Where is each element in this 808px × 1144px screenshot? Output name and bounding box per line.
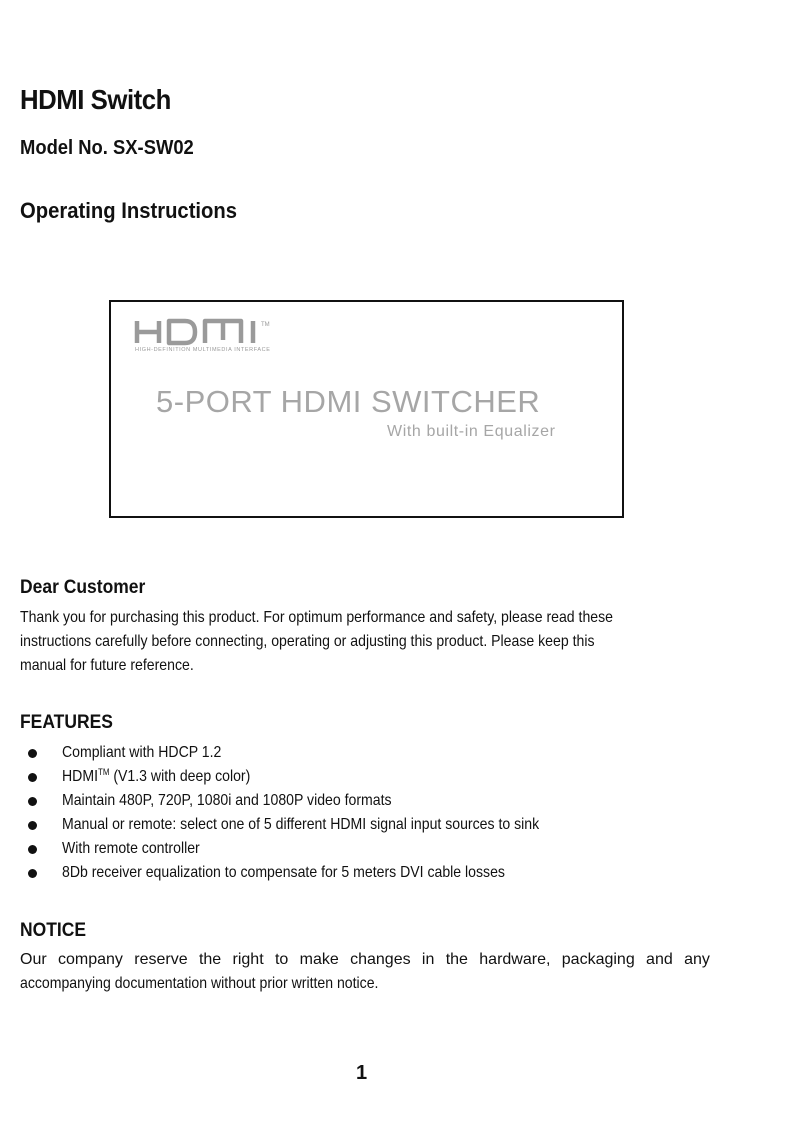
notice-word: packaging xyxy=(561,951,635,968)
notice-word: right xyxy=(232,951,264,968)
banner-subtitle: With built-in Equalizer xyxy=(387,423,556,440)
dear-customer-paragraph xyxy=(20,606,740,678)
paragraph-line: manual for future reference. xyxy=(20,657,194,674)
notice-line: accompanying documentation without prior written notice. xyxy=(20,975,379,992)
notice-word: Our xyxy=(20,951,47,968)
bullet-icon xyxy=(28,845,37,854)
page-number: 1 xyxy=(356,1062,368,1084)
dear-customer-heading: Dear Customer xyxy=(20,577,146,598)
features-heading: FEATURES xyxy=(20,712,113,733)
notice-heading: NOTICE xyxy=(20,920,87,941)
section-title: Operating Instructions xyxy=(20,198,238,223)
bullet-icon xyxy=(28,821,37,830)
paragraph-line: instructions carefully before connecting, operating or adjusting this product. Please keep this xyxy=(20,633,595,650)
notice-paragraph xyxy=(20,948,710,996)
feature-item: HDMI™ (V1.3 with deep color) xyxy=(28,765,604,789)
svg-text:TM: TM xyxy=(261,322,270,328)
feature-item: Maintain 480P, 720P, 1080i and 1080P video formats xyxy=(28,789,604,813)
document-title: HDMI Switch xyxy=(20,84,171,115)
bullet-icon xyxy=(28,749,37,758)
notice-word: any xyxy=(684,951,710,968)
product-banner xyxy=(109,300,624,518)
notice-line-justified xyxy=(20,948,710,972)
feature-item: Manual or remote: select one of 5 different HDMI signal input sources to sink xyxy=(28,813,604,837)
banner-title: 5-PORT HDMI SWITCHER xyxy=(156,384,541,419)
notice-word: make xyxy=(299,951,339,968)
notice-word: reserve xyxy=(134,951,188,968)
bullet-icon xyxy=(28,797,37,806)
feature-item: Compliant with HDCP 1.2 xyxy=(28,741,604,765)
notice-word: the xyxy=(445,951,468,968)
feature-item: With remote controller xyxy=(28,837,604,861)
notice-word: the xyxy=(198,951,222,968)
paragraph-line: Thank you for purchasing this product. For optimum performance and safety, please read these xyxy=(20,609,613,626)
hdmi-logo-tagline: HIGH-DEFINITION MULTIMEDIA INTERFACE xyxy=(135,347,271,353)
notice-word: company xyxy=(58,951,123,968)
notice-word: to xyxy=(274,951,289,968)
model-number: Model No. SX-SW02 xyxy=(20,137,194,159)
bullet-icon xyxy=(28,773,37,782)
bullet-icon xyxy=(28,869,37,878)
notice-word: changes xyxy=(350,951,411,968)
notice-word: hardware, xyxy=(479,951,551,968)
notice-word: in xyxy=(421,951,435,968)
feature-item: 8Db receiver equalization to compensate for 5 meters DVI cable losses xyxy=(28,861,604,885)
notice-word: and xyxy=(646,951,673,968)
features-list xyxy=(28,741,604,885)
